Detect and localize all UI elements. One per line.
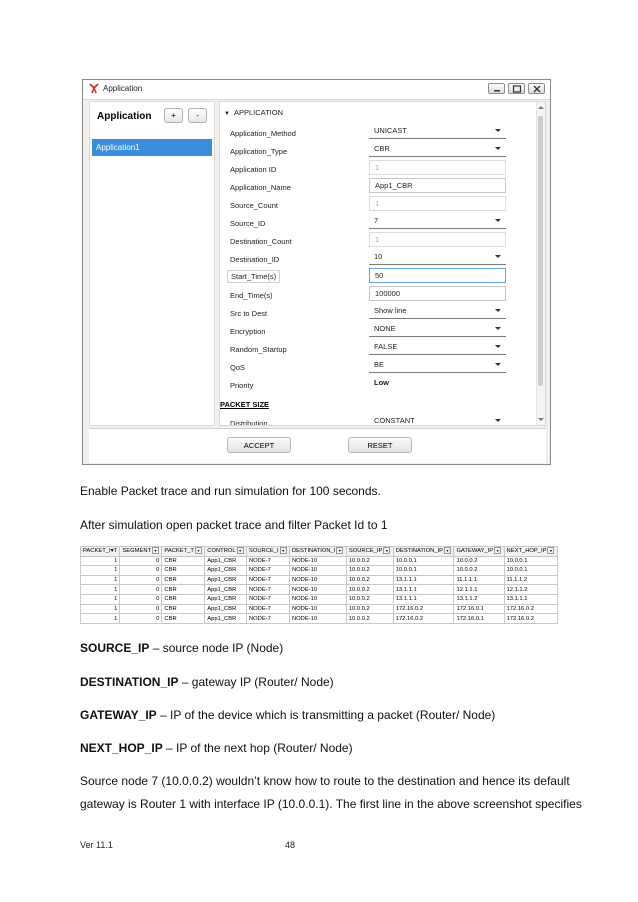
table-cell: 10.0.0.2	[346, 604, 393, 614]
prop-label: Source_Count	[230, 201, 278, 210]
column-header-label: SEGMENT	[122, 548, 152, 555]
table-cell: CBR	[162, 566, 205, 576]
table-row[interactable]	[81, 604, 558, 614]
table-cell: 12.1.1.2	[504, 585, 557, 595]
prop-source-id	[220, 214, 530, 232]
prop-label: Destination_ID	[230, 255, 280, 264]
filter-icon[interactable]: ▾	[152, 547, 159, 554]
prop-end-time	[220, 286, 530, 304]
table-cell: App1_CBR	[205, 614, 247, 624]
prop-application-method	[220, 124, 530, 142]
prop-destination-count	[220, 232, 530, 250]
definition-next-hop-ip	[80, 741, 353, 755]
definition: – IP of the next hop (Router/ Node)	[162, 741, 353, 755]
table-cell: 10.0.0.2	[346, 566, 393, 576]
packet-size-header[interactable]: PACKET SIZE	[220, 400, 270, 409]
prop-label: End_Time(s)	[230, 291, 273, 300]
table-cell: NODE-7	[246, 575, 289, 585]
table-cell: NODE-10	[289, 614, 346, 624]
application-list-item[interactable]: Application1	[92, 139, 212, 156]
prop-value: 10	[374, 252, 383, 261]
column-header-label: DESTINATION_I	[291, 548, 336, 555]
column-header-label: GATEWAY_IP	[456, 548, 494, 555]
column-header-label: CONTROL	[207, 548, 236, 555]
source-id-dropdown[interactable]	[369, 214, 506, 229]
column-header[interactable]	[246, 547, 289, 557]
column-header[interactable]	[205, 547, 247, 557]
prop-src-to-dest	[220, 304, 530, 322]
prop-qos	[220, 358, 530, 376]
dropdown-arrow-icon	[495, 309, 501, 312]
table-cell: 172.16.0.2	[393, 614, 454, 624]
table-row[interactable]	[81, 595, 558, 605]
application-name-field[interactable]: App1_CBR	[369, 178, 506, 193]
column-header-label: NEXT_HOP_IP	[506, 548, 547, 555]
table-cell: 172.16.0.2	[393, 604, 454, 614]
table-cell: 1	[81, 604, 120, 614]
table-cell: 10.0.0.1	[393, 556, 454, 566]
properties-pane	[219, 101, 546, 426]
prop-label: Destination_Count	[230, 237, 292, 246]
prop-value: NONE	[374, 324, 396, 333]
table-cell: NODE-10	[289, 604, 346, 614]
dropdown-arrow-icon	[495, 345, 501, 348]
table-row[interactable]	[81, 614, 558, 624]
priority-value: Low	[374, 378, 389, 387]
table-row[interactable]	[81, 585, 558, 595]
table-cell: 10.0.0.2	[346, 556, 393, 566]
application-type-dropdown[interactable]	[369, 142, 506, 157]
table-cell: 1	[81, 575, 120, 585]
table-cell: 0	[120, 575, 162, 585]
table-cell: 0	[120, 614, 162, 624]
column-header[interactable]	[504, 547, 557, 557]
table-cell: 0	[120, 556, 162, 566]
table-cell: 13.1.1.1	[504, 595, 557, 605]
minimize-icon	[492, 85, 502, 93]
button-bar	[89, 428, 546, 463]
prop-label: Application ID	[230, 165, 277, 174]
table-cell: 172.16.0.2	[504, 604, 557, 614]
add-application-button[interactable]: +	[164, 108, 183, 123]
table-cell: 10.0.0.1	[393, 566, 454, 576]
column-header[interactable]	[393, 547, 454, 557]
column-header[interactable]	[454, 547, 504, 557]
prop-label: QoS	[230, 363, 246, 372]
table-cell: NODE-10	[289, 575, 346, 585]
term: DESTINATION_IP	[80, 675, 179, 689]
prop-encryption	[220, 322, 530, 340]
table-cell: NODE-10	[289, 556, 346, 566]
definition-source-ip	[80, 641, 283, 655]
dropdown-arrow-icon	[495, 363, 501, 366]
application-method-dropdown[interactable]	[369, 124, 506, 139]
table-cell: 10.0.0.2	[454, 566, 504, 576]
random-startup-dropdown[interactable]	[369, 340, 506, 355]
end-time-field[interactable]: 100000	[369, 286, 506, 301]
prop-value: CONSTANT	[374, 416, 415, 425]
application-list-header: Application	[97, 111, 152, 122]
filter-icon[interactable]: ▾	[336, 547, 343, 554]
filter-icon[interactable]: ▾	[547, 547, 554, 554]
table-cell: 11.1.1.2	[504, 575, 557, 585]
paragraph-line-1: Source node 7 (10.0.0.2) wouldn’t know how to route to the destination and hence its default	[80, 774, 570, 788]
start-time-field[interactable]: 50	[369, 268, 506, 283]
table-cell: 0	[120, 566, 162, 576]
minimize-button[interactable]	[488, 83, 505, 94]
dropdown-arrow-icon	[495, 147, 501, 150]
table-cell: 172.16.0.2	[504, 614, 557, 624]
column-header[interactable]	[120, 547, 162, 557]
prop-label: Application_Type	[230, 147, 288, 156]
dropdown-arrow-icon	[495, 129, 501, 132]
table-cell: NODE-10	[289, 595, 346, 605]
remove-application-button[interactable]: -	[188, 108, 207, 123]
properties-scrollbar[interactable]	[536, 102, 545, 425]
maximize-icon	[512, 85, 522, 93]
table-cell: App1_CBR	[205, 585, 247, 595]
prop-label: Src to Dest	[230, 309, 268, 318]
packet-trace-table	[80, 546, 558, 624]
table-cell: 10.0.0.2	[454, 556, 504, 566]
table-cell: App1_CBR	[205, 556, 247, 566]
table-cell: CBR	[162, 595, 205, 605]
prop-source-count	[220, 196, 530, 214]
column-header-label: SOURCE_IP	[348, 548, 383, 555]
prop-application-type	[220, 142, 530, 160]
application-window	[82, 79, 551, 465]
table-cell: App1_CBR	[205, 575, 247, 585]
table-cell: 10.0.0.1	[504, 566, 557, 576]
table-cell: CBR	[162, 556, 205, 566]
prop-random-startup	[220, 340, 530, 358]
section-title: APPLICATION	[233, 108, 283, 117]
table-cell: 13.1.1.2	[454, 595, 504, 605]
column-header[interactable]	[81, 547, 120, 557]
prop-label: Source_ID	[230, 219, 266, 228]
definition: – source node IP (Node)	[149, 641, 284, 655]
term: GATEWAY_IP	[80, 708, 157, 722]
definition: – gateway IP (Router/ Node)	[178, 675, 334, 689]
prop-priority	[220, 376, 530, 394]
application-id-field: 1	[369, 160, 506, 175]
prop-destination-id	[220, 250, 530, 268]
term: NEXT_HOP_IP	[80, 741, 163, 755]
table-cell: 11.1.1.1	[454, 575, 504, 585]
table-cell: NODE-10	[289, 585, 346, 595]
table-cell: 13.1.1.1	[393, 595, 454, 605]
instruction-line-1: Enable Packet trace and run simulation for 100 seconds.	[80, 484, 381, 498]
column-header-label: SOURCE_I	[248, 548, 279, 555]
table-header-row	[81, 547, 558, 557]
table-cell: 10.0.0.2	[346, 575, 393, 585]
column-header-label: DESTINATION_IP	[395, 548, 443, 555]
window-titlebar	[83, 80, 550, 100]
table-cell: 12.1.1.1	[454, 585, 504, 595]
table-cell: NODE-7	[246, 556, 289, 566]
collapse-triangle-icon: ▼	[224, 111, 230, 117]
accept-button[interactable]: ACCEPT	[227, 437, 291, 453]
definition-gateway-ip	[80, 708, 495, 722]
dropdown-arrow-icon	[495, 419, 501, 422]
table-cell: 1	[81, 595, 120, 605]
application-list-pane	[89, 101, 215, 426]
destination-id-dropdown[interactable]	[369, 250, 506, 265]
footer-version: Ver 11.1	[80, 840, 113, 850]
prop-value: BE	[374, 360, 385, 369]
term: SOURCE_IP	[80, 641, 150, 655]
filter-icon[interactable]: ▾	[237, 547, 244, 554]
table-cell: CBR	[162, 604, 205, 614]
table-cell: App1_CBR	[205, 566, 247, 576]
filter-icon[interactable]: ▾	[195, 547, 202, 554]
packet-trace-body	[81, 556, 558, 624]
table-cell: NODE-7	[246, 604, 289, 614]
close-icon	[532, 85, 542, 93]
footer-page-number: 48	[285, 840, 296, 850]
table-cell: 10.0.0.2	[346, 585, 393, 595]
table-cell: 0	[120, 604, 162, 614]
prop-value: 7	[374, 216, 379, 225]
filter-icon[interactable]: ▾	[444, 547, 451, 554]
table-cell: 0	[120, 585, 162, 595]
table-cell: CBR	[162, 575, 205, 585]
table-cell: 1	[81, 566, 120, 576]
definition-destination-ip	[80, 675, 334, 689]
close-button[interactable]	[528, 83, 545, 94]
table-cell: NODE-10	[289, 566, 346, 576]
dropdown-arrow-icon	[495, 255, 501, 258]
paragraph-line-2: gateway is Router 1 with interface IP (10.0.0.1). The first line in the above screenshot specifies	[80, 797, 582, 811]
column-header-label: PACKET_T	[164, 548, 194, 555]
column-header[interactable]	[346, 547, 393, 557]
prop-label: Encryption	[230, 327, 266, 336]
scroll-up-icon[interactable]	[538, 106, 544, 109]
prop-value: Show line	[374, 306, 407, 315]
encryption-dropdown[interactable]	[369, 322, 506, 337]
column-header[interactable]	[289, 547, 346, 557]
table-cell: NODE-7	[246, 614, 289, 624]
table-cell: CBR	[162, 614, 205, 624]
filter-icon[interactable]: ▾	[280, 547, 287, 554]
prop-value: CBR	[374, 144, 390, 153]
table-cell: 1	[81, 585, 120, 595]
maximize-button[interactable]	[508, 83, 525, 94]
table-cell: 172.16.0.1	[454, 604, 504, 614]
src-to-dest-dropdown[interactable]	[369, 304, 506, 319]
table-cell: App1_CBR	[205, 595, 247, 605]
prop-application-name	[220, 178, 530, 196]
prop-label: Start_Time(s)	[227, 270, 280, 283]
table-cell: 10.0.0.2	[346, 614, 393, 624]
dropdown-arrow-icon	[495, 327, 501, 330]
section-header-application[interactable]	[224, 108, 283, 117]
table-cell: NODE-7	[246, 595, 289, 605]
prop-label: Random_Startup	[230, 345, 287, 354]
table-cell: 13.1.1.1	[393, 575, 454, 585]
prop-label: Application_Name	[230, 183, 291, 192]
table-cell: 1	[81, 614, 120, 624]
prop-application-id	[220, 160, 530, 178]
reset-button[interactable]: RESET	[348, 437, 412, 453]
scroll-down-icon[interactable]	[538, 418, 544, 421]
app-logo-icon	[89, 83, 99, 94]
table-cell: NODE-7	[246, 566, 289, 576]
column-header-label: PACKET_I▾T	[83, 548, 118, 555]
prop-distribution	[220, 414, 530, 426]
table-cell: CBR	[162, 585, 205, 595]
table-cell: 172.16.0.1	[454, 614, 504, 624]
definition: – IP of the device which is transmitting a packet (Router/ Node)	[156, 708, 496, 722]
prop-label: Priority	[230, 381, 254, 390]
column-header[interactable]	[162, 547, 205, 557]
table-cell: 10.0.0.1	[504, 556, 557, 566]
table-cell: 0	[120, 595, 162, 605]
source-count-field: 1	[369, 196, 506, 211]
window-title: Application	[103, 84, 143, 93]
prop-value: UNICAST	[374, 126, 407, 135]
prop-label: Application_Method	[230, 129, 296, 138]
distribution-dropdown[interactable]	[369, 414, 506, 426]
scrollbar-thumb[interactable]	[538, 116, 543, 386]
table-cell: 10.0.0.2	[346, 595, 393, 605]
table-cell: 13.1.1.1	[393, 585, 454, 595]
prop-value: FALSE	[374, 342, 398, 351]
table-cell: 1	[81, 556, 120, 566]
dropdown-arrow-icon	[495, 219, 501, 222]
prop-label: Distribution	[230, 419, 268, 426]
filter-icon[interactable]: ▾	[383, 547, 390, 554]
table-row[interactable]	[81, 575, 558, 585]
destination-count-field: 1	[369, 232, 506, 247]
filter-icon[interactable]: ▾	[494, 547, 501, 554]
instruction-line-2: After simulation open packet trace and filter Packet Id to 1	[80, 518, 388, 532]
prop-start-time	[220, 268, 530, 286]
table-row[interactable]	[81, 556, 558, 566]
table-cell: App1_CBR	[205, 604, 247, 614]
table-cell: NODE-7	[246, 585, 289, 595]
qos-dropdown[interactable]	[369, 358, 506, 373]
table-row[interactable]	[81, 566, 558, 576]
